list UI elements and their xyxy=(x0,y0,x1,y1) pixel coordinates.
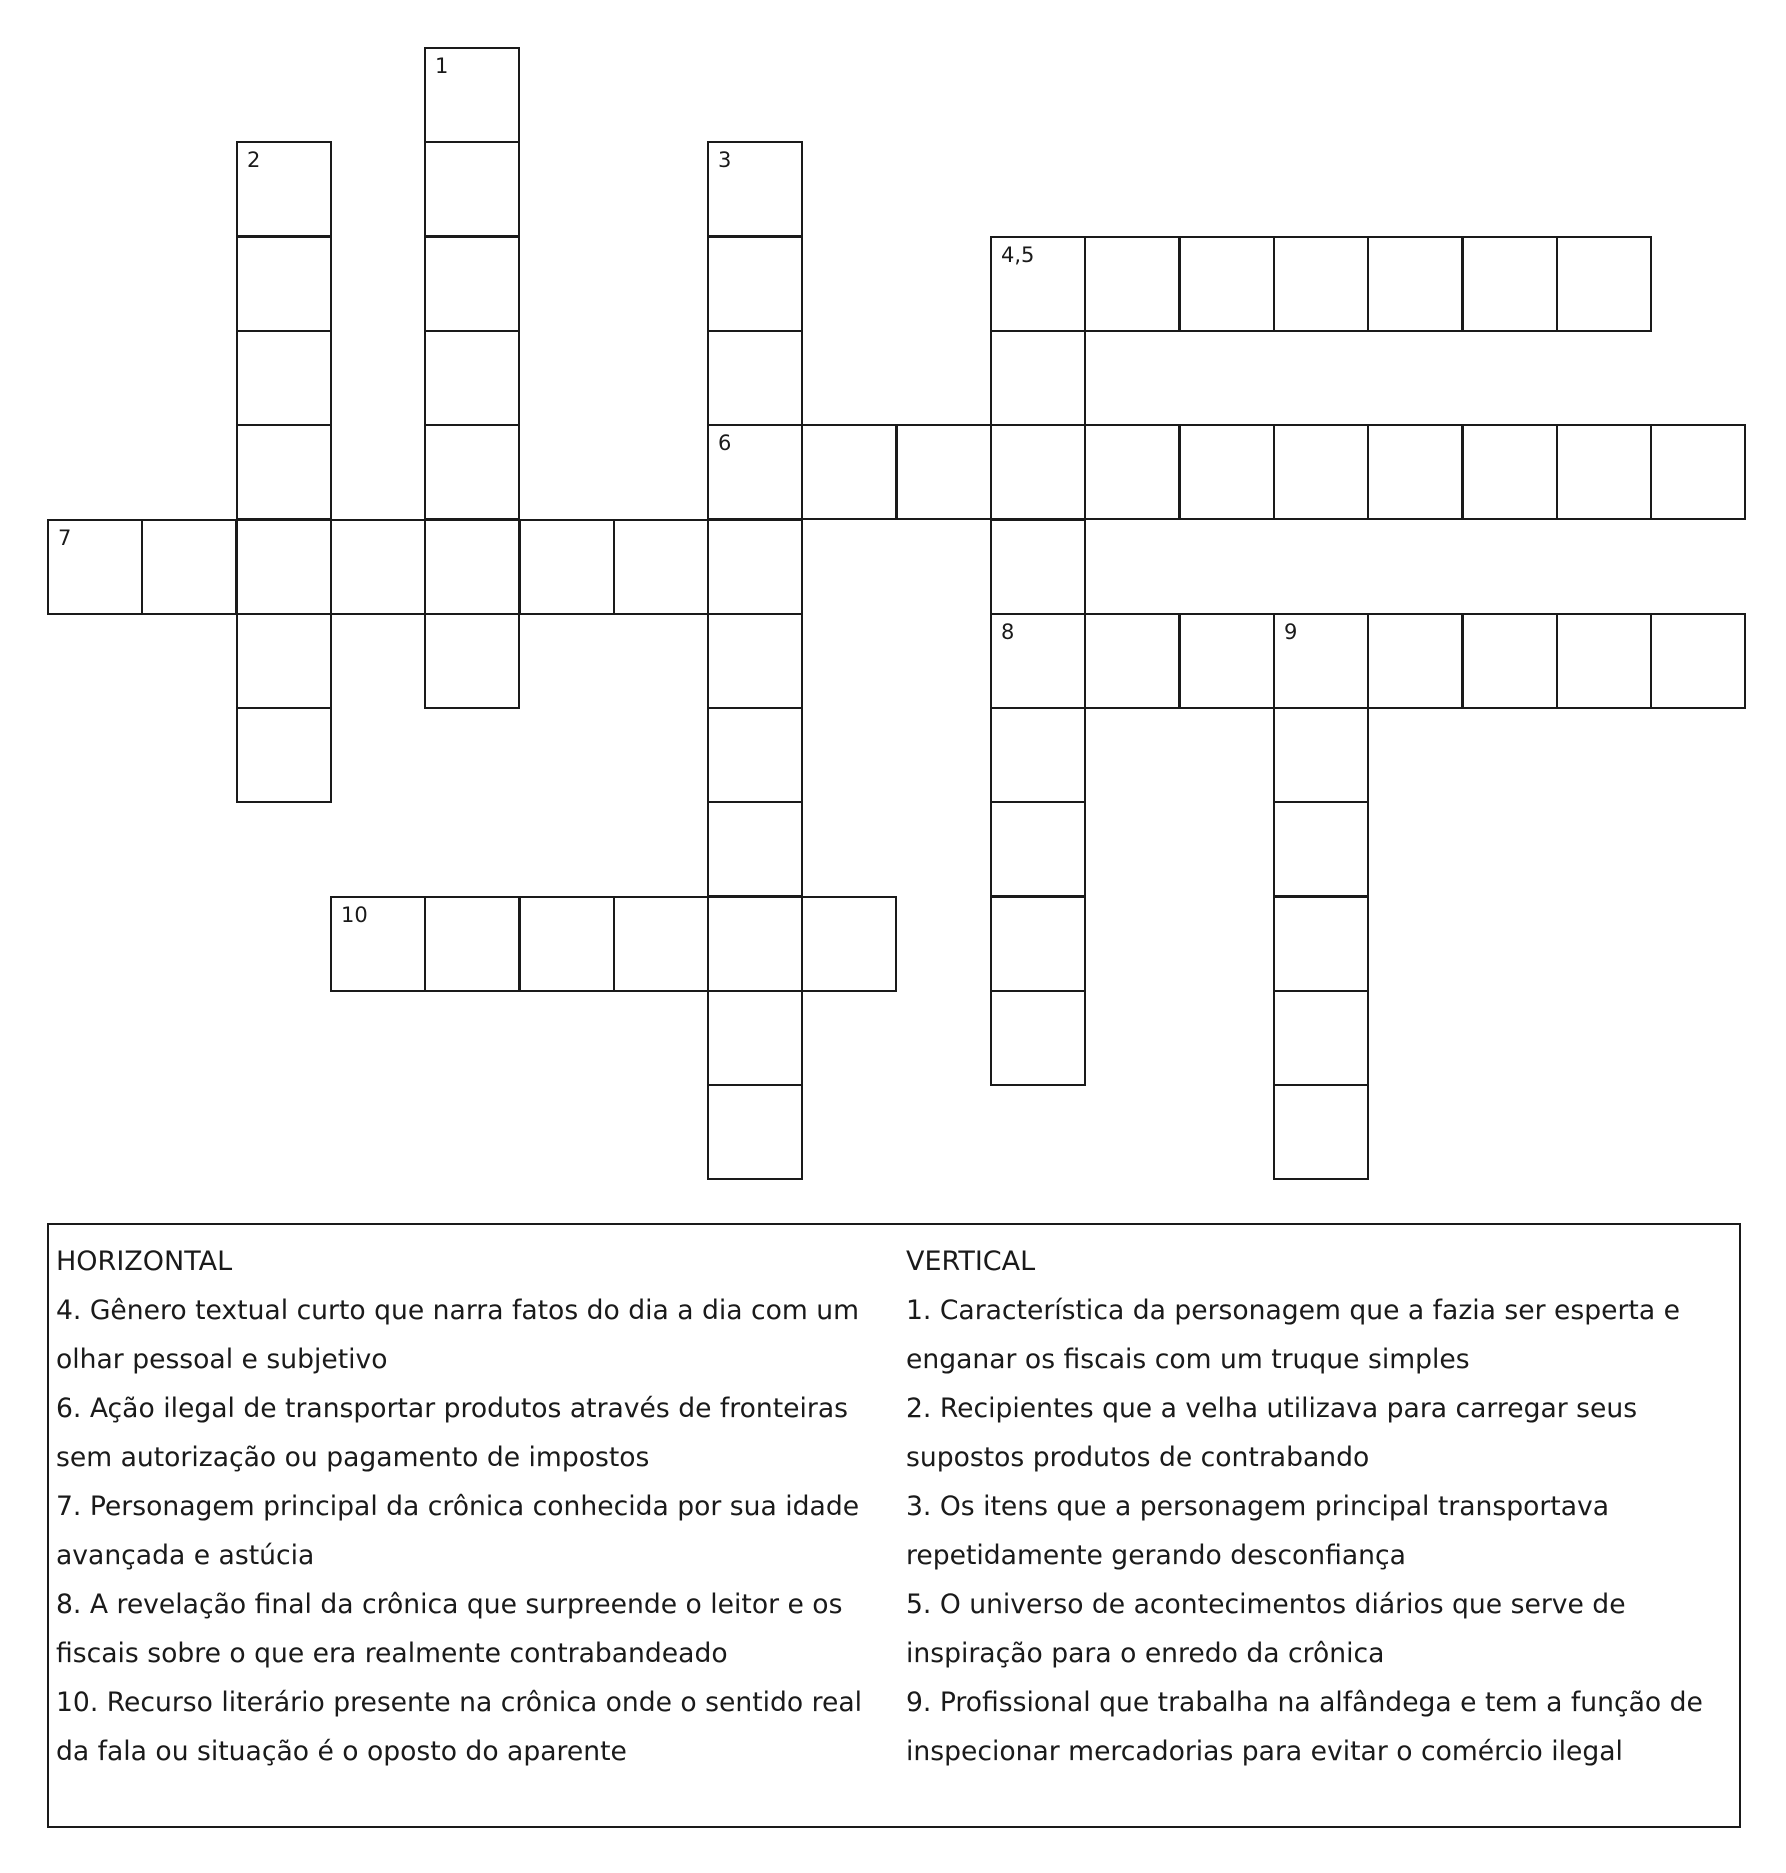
clue-line: fiscais sobre o que era realmente contrabandeado xyxy=(56,1638,728,1669)
crossword-cell[interactable] xyxy=(707,424,803,520)
crossword-cell[interactable] xyxy=(707,707,803,803)
crossword-cell[interactable] xyxy=(1084,613,1180,709)
clue-number: 8 xyxy=(1001,620,1015,644)
crossword-cell[interactable] xyxy=(519,896,615,992)
crossword-cell[interactable] xyxy=(707,1084,803,1180)
crossword-cell[interactable] xyxy=(236,613,332,709)
crossword-cell[interactable] xyxy=(424,141,520,237)
crossword-cell[interactable] xyxy=(141,519,237,615)
crossword-cell[interactable] xyxy=(1179,424,1275,520)
crossword-cell[interactable] xyxy=(424,519,520,615)
clue-line: 5. O universo de acontecimentos diários que serve de xyxy=(906,1589,1626,1620)
crossword-cell[interactable] xyxy=(424,236,520,332)
clue-line: 6. Ação ilegal de transportar produtos através de fronteiras xyxy=(56,1393,849,1424)
clue-line: avançada e astúcia xyxy=(56,1540,315,1571)
crossword-cell[interactable] xyxy=(1273,1084,1369,1180)
crossword-cell[interactable] xyxy=(1556,613,1652,709)
crossword-cell[interactable] xyxy=(896,424,992,520)
crossword-cell[interactable] xyxy=(990,330,1086,426)
crossword-cell[interactable] xyxy=(1556,424,1652,520)
crossword-cell[interactable] xyxy=(47,519,143,615)
crossword-cell[interactable] xyxy=(613,896,709,992)
crossword-cell[interactable] xyxy=(707,990,803,1086)
crossword-cell[interactable] xyxy=(1650,424,1746,520)
crossword-cell[interactable] xyxy=(1367,424,1463,520)
crossword-cell[interactable] xyxy=(1084,236,1180,332)
crossword-cell[interactable] xyxy=(990,613,1086,709)
clue-line: da fala ou situação é o oposto do aparente xyxy=(56,1736,627,1767)
crossword-cell[interactable] xyxy=(330,519,426,615)
clue-line: supostos produtos de contrabando xyxy=(906,1442,1370,1473)
crossword-cell[interactable] xyxy=(1462,613,1558,709)
clue-line: 3. Os itens que a personagem principal transportava xyxy=(906,1491,1610,1522)
crossword-cell[interactable] xyxy=(1462,424,1558,520)
crossword-cell[interactable] xyxy=(990,801,1086,897)
clue-line: 7. Personagem principal da crônica conhecida por sua idade xyxy=(56,1491,860,1522)
crossword-cell[interactable] xyxy=(990,896,1086,992)
crossword-cell[interactable] xyxy=(1084,424,1180,520)
crossword-cell[interactable] xyxy=(1367,613,1463,709)
clue-line: 8. A revelação final da crônica que surpreende o leitor e os xyxy=(56,1589,843,1620)
crossword-cell[interactable] xyxy=(707,519,803,615)
clue-line: 9. Profissional que trabalha na alfândega e tem a função de xyxy=(906,1687,1703,1718)
crossword-cell[interactable] xyxy=(424,613,520,709)
vertical-clues xyxy=(906,1237,1736,1776)
crossword-cell[interactable] xyxy=(236,707,332,803)
clue-line: 10. Recurso literário presente na crônica onde o sentido real xyxy=(56,1687,863,1718)
crossword-cell[interactable] xyxy=(990,236,1086,332)
crossword-cell[interactable] xyxy=(801,896,897,992)
crossword-cell[interactable] xyxy=(1179,613,1275,709)
clue-line: sem autorização ou pagamento de impostos xyxy=(56,1442,650,1473)
clue-number: 4,5 xyxy=(1001,243,1035,267)
crossword-cell[interactable] xyxy=(1273,990,1369,1086)
clue-number: 9 xyxy=(1284,620,1298,644)
clue-number: 2 xyxy=(247,148,261,172)
crossword-cell[interactable] xyxy=(707,801,803,897)
clue-line: inspecionar mercadorias para evitar o comércio ilegal xyxy=(906,1736,1623,1767)
clue-line: 1. Característica da personagem que a fazia ser esperta e xyxy=(906,1295,1680,1326)
crossword-cell[interactable] xyxy=(1650,613,1746,709)
crossword-cell[interactable] xyxy=(424,424,520,520)
crossword-cell[interactable] xyxy=(424,330,520,426)
crossword-cell[interactable] xyxy=(330,896,426,992)
clue-number: 1 xyxy=(435,54,449,78)
crossword-cell[interactable] xyxy=(1367,236,1463,332)
clue-line: repetidamente gerando desconfiança xyxy=(906,1540,1406,1571)
horizontal-clues xyxy=(56,1237,906,1776)
clues-box xyxy=(47,1223,1741,1828)
crossword-cell[interactable] xyxy=(1556,236,1652,332)
crossword-cell[interactable] xyxy=(236,236,332,332)
clue-number: 3 xyxy=(718,148,732,172)
crossword-cell[interactable] xyxy=(707,236,803,332)
crossword-cell[interactable] xyxy=(236,519,332,615)
crossword-cell[interactable] xyxy=(707,896,803,992)
crossword-cell[interactable] xyxy=(1273,236,1369,332)
crossword-cell[interactable] xyxy=(1273,801,1369,897)
crossword-cell[interactable] xyxy=(707,141,803,237)
crossword-cell[interactable] xyxy=(519,519,615,615)
crossword-cell[interactable] xyxy=(1273,896,1369,992)
crossword-cell[interactable] xyxy=(1273,613,1369,709)
crossword-cell[interactable] xyxy=(990,990,1086,1086)
crossword-cell[interactable] xyxy=(990,424,1086,520)
crossword-cell[interactable] xyxy=(424,896,520,992)
clue-line: enganar os fiscais com um truque simples xyxy=(906,1344,1470,1375)
crossword-cell[interactable] xyxy=(236,424,332,520)
crossword-cell[interactable] xyxy=(990,707,1086,803)
crossword-cell[interactable] xyxy=(1179,236,1275,332)
crossword-cell[interactable] xyxy=(613,519,709,615)
crossword-cell[interactable] xyxy=(801,424,897,520)
crossword-cell[interactable] xyxy=(990,519,1086,615)
crossword-cell[interactable] xyxy=(707,330,803,426)
crossword-cell[interactable] xyxy=(1273,707,1369,803)
crossword-cell[interactable] xyxy=(236,141,332,237)
clue-number: 6 xyxy=(718,431,732,455)
clue-line: olhar pessoal e subjetivo xyxy=(56,1344,388,1375)
crossword-cell[interactable] xyxy=(424,47,520,143)
crossword-cell[interactable] xyxy=(1273,424,1369,520)
vertical-heading: VERTICAL xyxy=(906,1246,1036,1277)
clue-number: 10 xyxy=(341,903,368,927)
clue-line: 2. Recipientes que a velha utilizava para carregar seus xyxy=(906,1393,1638,1424)
crossword-cell[interactable] xyxy=(236,330,332,426)
clue-line: inspiração para o enredo da crônica xyxy=(906,1638,1385,1669)
clue-number: 7 xyxy=(58,526,72,550)
crossword-cell[interactable] xyxy=(1462,236,1558,332)
crossword-cell[interactable] xyxy=(707,613,803,709)
horizontal-heading: HORIZONTAL xyxy=(56,1246,233,1277)
clue-line: 4. Gênero textual curto que narra fatos do dia a dia com um xyxy=(56,1295,860,1326)
